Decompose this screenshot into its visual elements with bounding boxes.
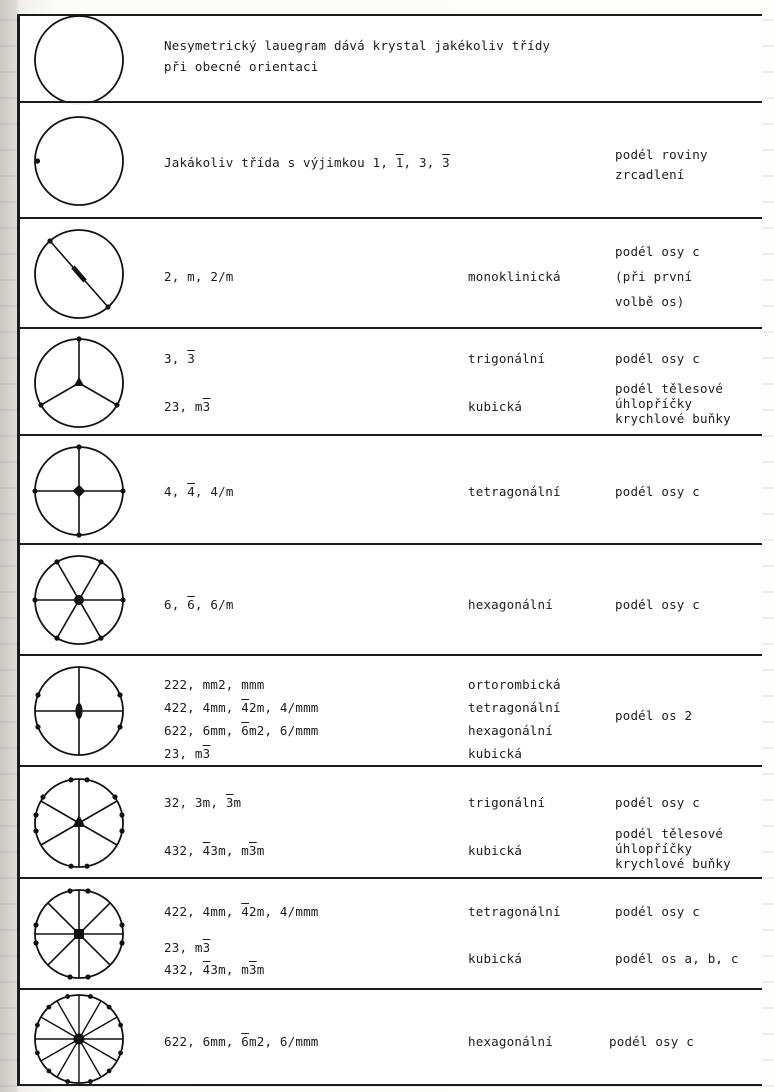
laue-diagram-6mm bbox=[29, 989, 129, 1089]
table-row-threefold bbox=[17, 327, 762, 434]
overlined-symbol: 4 bbox=[187, 484, 195, 499]
laue-diagram-4mm bbox=[29, 884, 129, 984]
crystal-system: ortorombická bbox=[468, 677, 561, 692]
row-description: 23, m3 bbox=[164, 746, 211, 761]
overlined-symbol: 6 bbox=[241, 1034, 249, 1049]
row-description: 32, 3m, 3m bbox=[164, 795, 242, 810]
crystal-system: hexagonální bbox=[468, 597, 553, 612]
row-description: 6, 6, 6/m bbox=[164, 597, 234, 612]
table-row-sixfold bbox=[17, 543, 762, 654]
crystal-system: kubická bbox=[468, 951, 523, 966]
row-description: 23, m3 bbox=[164, 940, 211, 955]
overlined-symbol: 3 bbox=[202, 940, 211, 955]
overlined-symbol: 3 bbox=[442, 155, 450, 170]
table-row-fourfold bbox=[17, 434, 762, 543]
row-description: 432, 43m, m3m bbox=[164, 843, 265, 858]
direction-line: podél osy c bbox=[615, 795, 700, 810]
overlined-symbol: 3 bbox=[225, 795, 234, 810]
direction-line: podél osy c bbox=[615, 244, 700, 259]
crystal-system: tetragonální bbox=[468, 904, 561, 919]
row-description: 3, 3 bbox=[164, 351, 195, 366]
crystal-system: kubická bbox=[468, 843, 523, 858]
direction-line: podél tělesové bbox=[615, 381, 724, 396]
overlined-symbol: 6 bbox=[187, 597, 195, 612]
row-description: 222, mm2, mmm bbox=[164, 677, 265, 692]
direction-line: podél osy c bbox=[615, 597, 700, 612]
overlined-symbol: 3 bbox=[249, 843, 257, 858]
overlined-symbol: 3 bbox=[249, 962, 257, 977]
direction-line: krychlové buňky bbox=[615, 856, 731, 871]
direction-line: zrcadlení bbox=[615, 167, 685, 182]
direction-line: podél osy c bbox=[615, 484, 700, 499]
direction-line: podél osy c bbox=[615, 904, 700, 919]
direction-line: podél osy c bbox=[609, 1034, 694, 1049]
crystal-system: monoklinická bbox=[468, 269, 561, 284]
row-description-line: při obecné orientaci bbox=[164, 59, 319, 74]
direction-line: podél osy c bbox=[615, 351, 700, 366]
overlined-symbol: 1 bbox=[395, 155, 404, 170]
overlined-symbol: 4 bbox=[202, 843, 211, 858]
direction-line: (při první bbox=[615, 269, 693, 284]
laue-diagram-mirror bbox=[29, 111, 129, 211]
crystal-system: trigonální bbox=[468, 351, 546, 366]
direction-line: podél tělesové bbox=[615, 826, 724, 841]
laue-diagram-asymmetric bbox=[29, 10, 129, 110]
overlined-symbol: 3 bbox=[202, 746, 211, 761]
table-row-mirror bbox=[17, 101, 762, 217]
overlined-symbol: 4 bbox=[241, 700, 249, 715]
laue-diagram-3m bbox=[29, 773, 129, 873]
row-description: 422, 4mm, 42m, 4/mmm bbox=[164, 700, 319, 715]
table-row-threefold-mirrors bbox=[17, 765, 762, 877]
row-description: 422, 4mm, 42m, 4/mmm bbox=[164, 904, 319, 919]
table-row-twofold bbox=[17, 217, 762, 327]
laue-diagram-threefold bbox=[29, 333, 129, 433]
overlined-symbol: 3 bbox=[202, 399, 211, 414]
direction-line: krychlové buňky bbox=[615, 411, 731, 426]
direction-line: podél os a, b, c bbox=[615, 951, 739, 966]
row-description: 2, m, 2/m bbox=[164, 269, 234, 284]
row-description: 622, 6mm, 6m2, 6/mmm bbox=[164, 723, 319, 738]
table-row-fourfold-mirrors bbox=[17, 877, 762, 988]
crystal-system: tetragonální bbox=[468, 484, 561, 499]
crystal-system: kubická bbox=[468, 746, 523, 761]
laue-diagram-twofold bbox=[29, 224, 129, 324]
row-description: 432, 43m, m3m bbox=[164, 962, 265, 977]
crystal-system: trigonální bbox=[468, 795, 546, 810]
crystal-system: tetragonální bbox=[468, 700, 561, 715]
crystal-system: hexagonální bbox=[468, 723, 553, 738]
table-row-general bbox=[17, 14, 762, 101]
direction-line: podél os 2 bbox=[615, 708, 693, 723]
row-description: Jakákoliv třída s výjimkou 1, 1, 3, 3 bbox=[164, 155, 450, 170]
table-row-twofold-mirrors bbox=[17, 654, 762, 765]
direction-line: podél roviny bbox=[615, 147, 708, 162]
overlined-symbol: 3 bbox=[187, 351, 195, 366]
overlined-symbol: 4 bbox=[202, 962, 211, 977]
laue-diagram-sixfold bbox=[29, 550, 129, 650]
row-description-line: Nesymetrický lauegram dává krystal jakékoliv třídy bbox=[164, 38, 551, 53]
laue-symmetry-table bbox=[17, 14, 762, 1086]
direction-line: volbě os) bbox=[615, 294, 685, 309]
overlined-symbol: 6 bbox=[241, 723, 249, 738]
laue-diagram-2mm bbox=[29, 661, 129, 761]
table-row-sixfold-mirrors bbox=[17, 988, 762, 1086]
direction-line: úhlopříčky bbox=[615, 396, 693, 411]
row-description: 4, 4, 4/m bbox=[164, 484, 234, 499]
crystal-system: hexagonální bbox=[468, 1034, 553, 1049]
row-description: 23, m3 bbox=[164, 399, 211, 414]
crystal-system: kubická bbox=[468, 399, 523, 414]
direction-line: úhlopříčky bbox=[615, 841, 693, 856]
laue-diagram-fourfold bbox=[29, 441, 129, 541]
overlined-symbol: 4 bbox=[241, 904, 249, 919]
row-description: 622, 6mm, 6m2, 6/mmm bbox=[164, 1034, 319, 1049]
